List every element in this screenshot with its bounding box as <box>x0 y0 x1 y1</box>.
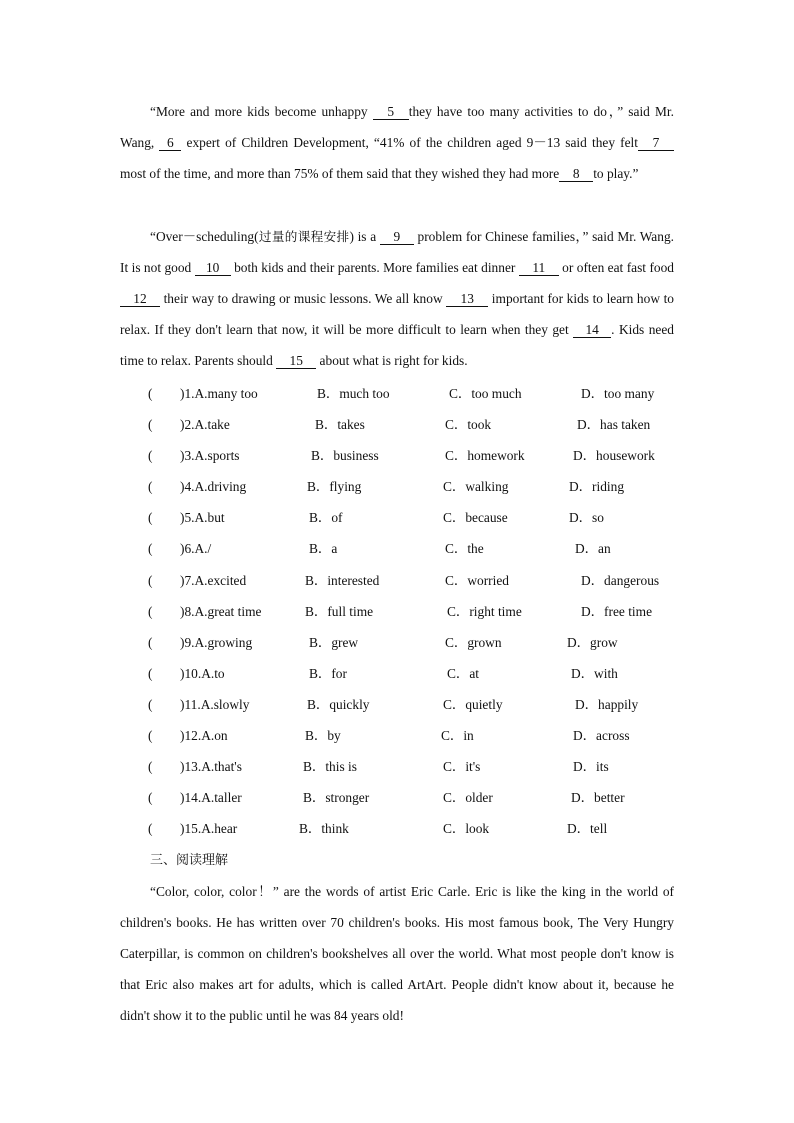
option-b: B．interested <box>305 572 380 588</box>
option-a: )13.A.that's <box>180 759 242 775</box>
option-d: D．free time <box>581 603 653 619</box>
blank-12: 12 <box>120 292 160 307</box>
option-row <box>0 689 794 720</box>
answer-paren: ( <box>148 386 153 401</box>
option-b: B．flying <box>307 479 362 495</box>
options-list <box>0 378 794 844</box>
blank-8: 8 <box>559 167 593 182</box>
option-c: C．grown <box>445 634 502 650</box>
option-row <box>0 751 794 782</box>
option-row <box>0 471 794 502</box>
option-b: B．quickly <box>307 696 370 712</box>
option-d: D．better <box>571 790 625 806</box>
blank-9: 9 <box>380 230 414 245</box>
blank-10: 10 <box>195 261 231 276</box>
option-d: D．across <box>573 728 630 744</box>
option-b: B．much too <box>317 386 390 401</box>
option-c: C．worried <box>445 572 509 588</box>
blank-15: 15 <box>276 354 316 369</box>
option-a: )12.A.on <box>180 728 228 744</box>
option-b: B．business <box>311 448 379 464</box>
option-d: D．its <box>573 759 609 775</box>
option-a: )1.A.many too <box>180 386 258 401</box>
reading-paragraph-1: “Color, color, color！” are the words of artist Eric Carle. Eric is like the king in the world of children's books. He has written over 70 children's books. His most famous book, The Very Hungry Caterpillar, is common on children's bookshelves all over the world. What most people don't know is that Eric also makes art for adults, which is called ArtArt. People didn't know about it, because he didn't show it to the public until he was 84 years old! <box>120 884 674 1024</box>
option-c: C．the <box>445 541 484 557</box>
option-c: C．because <box>443 510 508 526</box>
option-c: C．older <box>443 790 493 806</box>
answer-paren: ( <box>148 696 153 712</box>
option-c: C．took <box>445 417 492 433</box>
answer-paren: ( <box>148 541 153 557</box>
option-row <box>0 782 794 813</box>
answer-paren: ( <box>148 572 153 588</box>
option-b: B．stronger <box>303 790 370 806</box>
option-row <box>0 658 794 689</box>
option-c: C．homework <box>445 448 525 464</box>
option-b: B．think <box>299 821 349 837</box>
option-a: )6.A./ <box>180 541 212 557</box>
option-c: C．right time <box>447 603 522 619</box>
option-b: B．by <box>305 728 341 744</box>
answer-paren: ( <box>148 790 153 806</box>
option-c: C．in <box>441 728 474 744</box>
option-a: )15.A.hear <box>180 821 238 837</box>
option-row <box>0 813 794 844</box>
blank-11: 11 <box>519 261 559 276</box>
option-a: )3.A.sports <box>180 448 240 464</box>
option-c: C．it's <box>443 759 481 775</box>
blank-6: 6 <box>159 136 181 151</box>
blank-13: 13 <box>446 292 488 307</box>
option-c: C．quietly <box>443 696 503 712</box>
passage-paragraph-2: “Over－scheduling(过量的课程安排) is a 9 problem for Chinese families，” said Mr. Wang. It is not good 10 both kids and their parents. More families eat dinner 11 or often eat fast food 12 their way to drawing or music lessons. We all know 13 important for kids to learn how to relax. If they don't learn that now, it will be more difficult to learn when they get 14 . Kids need time to relax. Parents should 15 about what is right for kids. <box>120 229 674 369</box>
blank-7: 7 <box>638 136 674 151</box>
option-a: )4.A.driving <box>180 479 247 495</box>
option-d: D．with <box>571 665 618 681</box>
blank-5: 5 <box>373 105 409 120</box>
option-row <box>0 378 794 409</box>
option-row <box>0 565 794 596</box>
option-b: B．for <box>309 665 347 681</box>
option-d: D．dangerous <box>581 572 660 588</box>
option-a: )7.A.excited <box>180 572 247 588</box>
option-row <box>0 627 794 658</box>
option-a: )2.A.take <box>180 417 230 433</box>
answer-paren: ( <box>148 821 153 837</box>
answer-paren: ( <box>148 603 153 619</box>
answer-paren: ( <box>148 728 153 744</box>
option-d: D．has taken <box>577 417 651 433</box>
option-c: C．look <box>443 821 490 837</box>
answer-paren: ( <box>148 510 153 526</box>
option-b: B．of <box>309 510 343 526</box>
option-b: B．this is <box>303 759 357 775</box>
option-d: D．grow <box>567 634 618 650</box>
option-row <box>0 409 794 440</box>
option-c: C．walking <box>443 479 509 495</box>
answer-paren: ( <box>148 479 153 495</box>
option-row <box>0 596 794 627</box>
option-d: D．so <box>569 510 604 526</box>
option-c: C．too much <box>449 386 522 401</box>
option-row <box>0 502 794 533</box>
option-b: B．grew <box>309 634 359 650</box>
option-d: D．happily <box>575 696 639 712</box>
option-a: )11.A.slowly <box>180 696 250 712</box>
option-d: D．riding <box>569 479 625 495</box>
option-d: D．too many <box>581 386 655 401</box>
option-row <box>0 720 794 751</box>
option-a: )10.A.to <box>180 665 225 681</box>
option-b: B．full time <box>305 603 374 619</box>
answer-paren: ( <box>148 634 153 650</box>
option-c: C．at <box>447 665 479 681</box>
answer-paren: ( <box>148 417 153 433</box>
option-d: D．tell <box>567 821 608 837</box>
option-a: )8.A.great time <box>180 603 262 619</box>
option-a: )14.A.taller <box>180 790 242 806</box>
answer-paren: ( <box>148 665 153 681</box>
section-heading-reading: 三、阅读理解 <box>150 853 229 868</box>
option-a: )5.A.but <box>180 510 225 526</box>
answer-paren: ( <box>148 759 153 775</box>
option-b: B．a <box>309 541 338 557</box>
option-row <box>0 533 794 564</box>
passage-paragraph-1: “More and more kids become unhappy 5 they have too many activities to do，” said Mr. Wang, 6 expert of Children Development, “41% of the children aged 9－13 said they felt 7 most of the time, and more than 75% of them said that they wished they had more 8 to play.” <box>120 104 674 182</box>
answer-paren: ( <box>148 448 153 464</box>
option-a: )9.A.growing <box>180 634 253 650</box>
option-row <box>0 440 794 471</box>
option-b: B．takes <box>315 417 365 433</box>
blank-14: 14 <box>573 323 611 338</box>
option-d: D．housework <box>573 448 655 464</box>
option-d: D．an <box>575 541 611 557</box>
